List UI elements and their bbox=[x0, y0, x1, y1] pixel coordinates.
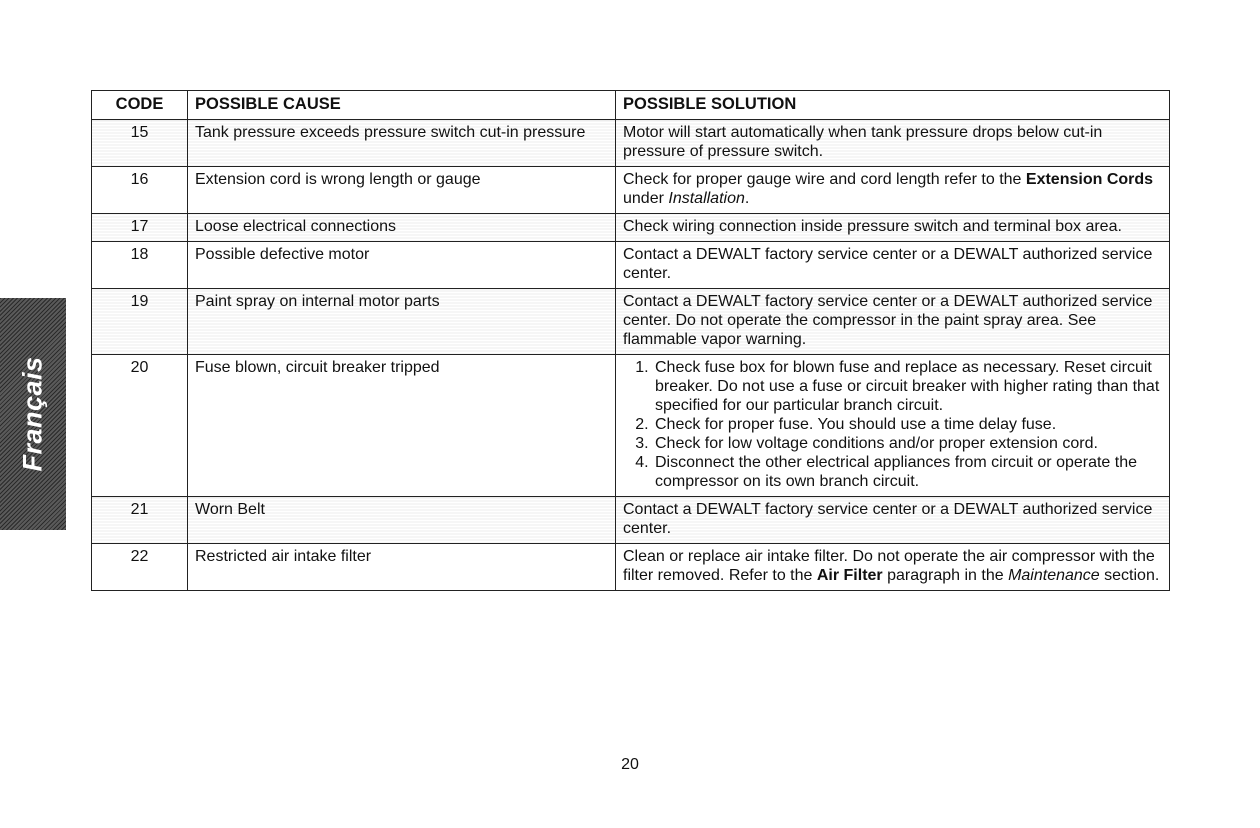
solution-text: . bbox=[744, 190, 750, 207]
row-cause: Extension cord is wrong length or gauge bbox=[188, 167, 616, 214]
row-solution: Contact a DEWALT factory service center or a DEWALT authorized service center. bbox=[616, 242, 1170, 289]
table-row bbox=[92, 214, 1170, 242]
table-row bbox=[92, 497, 1170, 544]
solution-text: section. bbox=[1099, 567, 1160, 584]
row-code: 17 bbox=[92, 214, 188, 242]
solution-step: 2. Check for proper fuse. You should use a time delay fuse. bbox=[653, 415, 1162, 434]
solution-steps-list bbox=[623, 358, 1162, 491]
solution-text: Clean or replace air intake filter. Do not operate the air compressor with the filter removed. Refer to the bbox=[623, 548, 1155, 584]
header-possible-cause: POSSIBLE CAUSE bbox=[188, 91, 616, 120]
side-tab-label: Français bbox=[17, 356, 48, 472]
row-code: 21 bbox=[92, 497, 188, 544]
row-solution bbox=[616, 544, 1170, 591]
row-cause: Paint spray on internal motor parts bbox=[188, 289, 616, 355]
row-code: 16 bbox=[92, 167, 188, 214]
troubleshooting-table bbox=[91, 90, 1170, 591]
row-code: 22 bbox=[92, 544, 188, 591]
page-number: 20 bbox=[621, 756, 639, 773]
solution-text: under bbox=[623, 190, 669, 207]
solution-bold-reference: Air Filter bbox=[816, 567, 883, 584]
solution-italic-reference: Installation bbox=[668, 190, 745, 207]
table-row bbox=[92, 167, 1170, 214]
row-cause: Loose electrical connections bbox=[188, 214, 616, 242]
row-solution bbox=[616, 355, 1170, 497]
solution-bold-reference: Extension Cords bbox=[1025, 171, 1154, 188]
row-solution: Contact a DEWALT factory service center or a DEWALT authorized service center. bbox=[616, 497, 1170, 544]
solution-text: paragraph in the bbox=[882, 567, 1009, 584]
table-row bbox=[92, 289, 1170, 355]
row-cause: Possible defective motor bbox=[188, 242, 616, 289]
solution-step: 3. Check for low voltage conditions and/or proper extension cord. bbox=[653, 434, 1162, 453]
row-code: 20 bbox=[92, 355, 188, 497]
row-cause: Tank pressure exceeds pressure switch cut-in pressure bbox=[188, 120, 616, 167]
solution-text: Check for proper gauge wire and cord length refer to the bbox=[623, 171, 1026, 188]
row-code: 15 bbox=[92, 120, 188, 167]
table-row bbox=[92, 120, 1170, 167]
table-header-row bbox=[92, 91, 1170, 120]
table-row bbox=[92, 242, 1170, 289]
row-cause: Worn Belt bbox=[188, 497, 616, 544]
solution-step: 4. Disconnect the other electrical appliances from circuit or operate the compressor on its own branch circuit. bbox=[653, 453, 1162, 491]
row-code: 19 bbox=[92, 289, 188, 355]
language-side-tab bbox=[0, 298, 66, 530]
row-solution: Check wiring connection inside pressure switch and terminal box area. bbox=[616, 214, 1170, 242]
row-solution: Motor will start automatically when tank pressure drops below cut-in pressure of pressure switch. bbox=[616, 120, 1170, 167]
solution-italic-reference: Maintenance bbox=[1008, 567, 1100, 584]
row-cause: Fuse blown, circuit breaker tripped bbox=[188, 355, 616, 497]
row-code: 18 bbox=[92, 242, 188, 289]
header-code: CODE bbox=[92, 91, 188, 120]
table-row bbox=[92, 355, 1170, 497]
row-solution: Contact a DEWALT factory service center or a DEWALT authorized service center. Do not operate the compressor in the paint spray area. See flammable vapor warning. bbox=[616, 289, 1170, 355]
row-solution bbox=[616, 167, 1170, 214]
header-possible-solution: POSSIBLE SOLUTION bbox=[616, 91, 1170, 120]
solution-step: 1. Check fuse box for blown fuse and replace as necessary. Reset circuit breaker. Do not use a fuse or circuit breaker with higher rating than that specified for our particular branch circuit. bbox=[653, 358, 1162, 415]
table-row bbox=[92, 544, 1170, 591]
row-cause: Restricted air intake filter bbox=[188, 544, 616, 591]
